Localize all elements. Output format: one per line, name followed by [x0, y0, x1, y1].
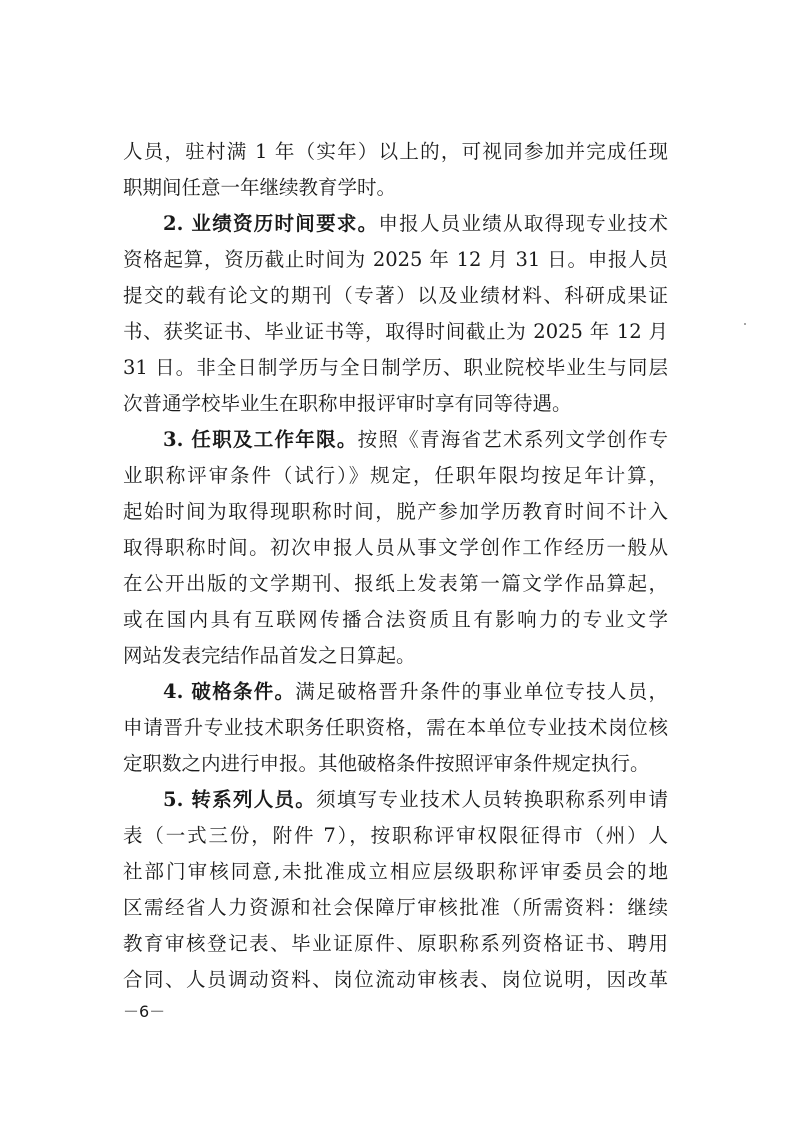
section-2-line: 2. 业绩资历时间要求。申报人员业绩从取得现专业技术	[163, 212, 668, 235]
text-line: 申请晋升专业技术职务任职资格，需在本单位专业技术岗位核	[123, 716, 668, 739]
text-line: 人员，驻村满 1 年（实年）以上的，可视同参加并完成任现	[123, 140, 668, 163]
section-4-line: 4. 破格条件。满足破格晋升条件的事业单位专技人员，	[163, 680, 668, 703]
text-line: 职期间任意一年继续教育学时。	[123, 176, 397, 199]
section-3-heading: 3. 任职及工作年限。	[163, 428, 358, 451]
text-line: 取得职称时间。初次申报人员从事文学创作工作经历一般从	[123, 536, 668, 559]
page-number: －6－	[123, 1002, 166, 1021]
text-line: 次普通学校毕业生在职称申报评审时享有同等待遇。	[123, 392, 572, 415]
text-line: 起始时间为取得现职称时间，脱产参加学历教育时间不计入	[123, 500, 668, 523]
text-line: 合同、人员调动资料、岗位流动审核表、岗位说明，因改革	[123, 968, 668, 991]
text-line: 提交的载有论文的期刊（专著）以及业绩材料、科研成果证	[123, 284, 668, 307]
section-5-heading: 5. 转系列人员。	[163, 788, 317, 811]
text-line: 网站发表完结作品首发之日算起。	[123, 644, 416, 667]
text-line: 书、获奖证书、毕业证书等，取得时间截止为 2025 年 12 月	[123, 320, 668, 343]
text-line: 教育审核登记表、毕业证原件、原职称系列资格证书、聘用	[123, 932, 668, 955]
text-line: 区需经省人力资源和社会保障厅审核批准（所需资料：继续	[123, 896, 668, 919]
text-line: 业职称评审条件（试行）》规定，任职年限均按足年计算，	[123, 464, 668, 487]
text-line: 定职数之内进行申报。其他破格条件按照评审条件规定执行。	[123, 752, 650, 775]
section-2-heading: 2. 业绩资历时间要求。	[163, 212, 379, 235]
text-line: 在公开出版的文学期刊、报纸上发表第一篇文学作品算起，	[123, 572, 668, 595]
section-5-line: 5. 转系列人员。须填写专业技术人员转换职称系列申请	[163, 788, 668, 811]
text-line: 表（一式三份，附件 7），按职称评审权限征得市（州）人	[123, 824, 668, 847]
text-line: 或在国内具有互联网传播合法资质且有影响力的专业文学	[123, 608, 668, 631]
scan-speck	[744, 323, 746, 325]
section-3-line: 3. 任职及工作年限。按照《青海省艺术系列文学创作专	[163, 428, 668, 451]
text-line: 31 日。非全日制学历与全日制学历、职业院校毕业生与同层	[123, 356, 668, 379]
text-line: 资格起算，资历截止时间为 2025 年 12 月 31 日。申报人员	[123, 248, 668, 271]
section-4-heading: 4. 破格条件。	[163, 680, 296, 703]
text-line: 社部门审核同意,未批准成立相应层级职称评审委员会的地	[123, 860, 668, 883]
